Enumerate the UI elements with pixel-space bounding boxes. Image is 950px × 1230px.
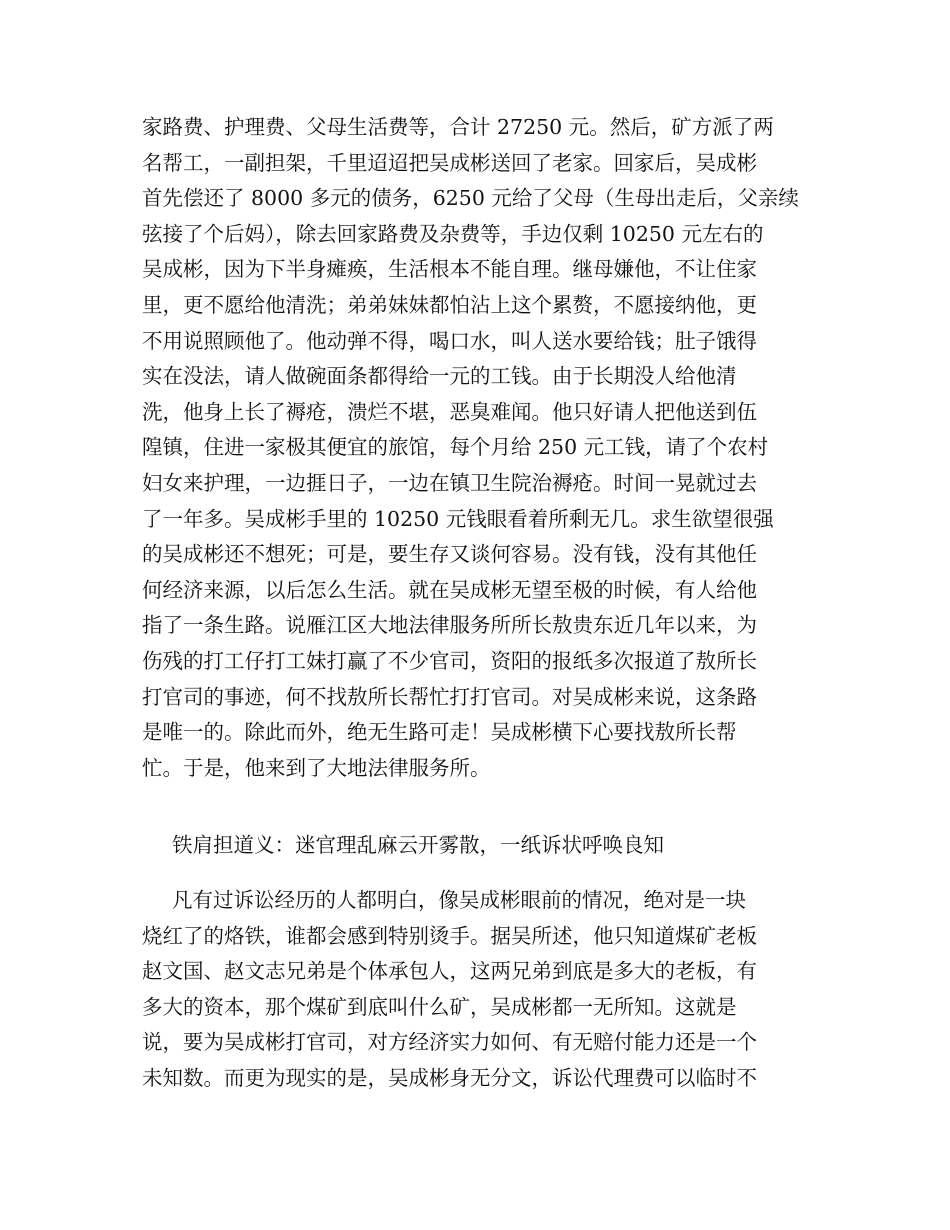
text-line: 凡有过诉讼经历的人都明白，像吴成彬眼前的情况，绝对是一块	[172, 888, 746, 912]
text-line: 家路费、护理费、父母生活费等，合计 27250 元。然后，矿方派了两	[142, 115, 774, 139]
text-line: 是唯一的。除此而外，绝无生路可走！吴成彬横下心要找敖所长帮	[142, 720, 737, 745]
text-line: 指了一条生路。说雁江区大地法律服务所所长敖贵东近几年以来，为	[142, 613, 757, 638]
text-line: 说，要为吴成彬打官司，对方经济实力如何、有无赔付能力还是一个	[142, 1030, 757, 1055]
text-line: 妇女来护理，一边捱日子，一边在镇卫生院治褥疮。时间一晃就过去	[142, 470, 757, 495]
text-line: 不用说照顾他了。他动弹不得，喝口水，叫人送水要给钱；肚子饿得	[142, 328, 757, 353]
body-paragraph	[142, 883, 812, 1097]
text-line: 忙。于是，他来到了大地法律服务所。	[142, 755, 491, 780]
text-line: 名帮工，一副担架，千里迢迢把吴成彬送回了老家。回家后，吴成彬	[142, 150, 757, 175]
text-line: 隍镇，住进一家极其便宜的旅馆，每个月给 250 元工钱，请了个农村	[142, 435, 769, 460]
text-line: 打官司的事迹，何不找敖所长帮忙打打官司。对吴成彬来说，这条路	[142, 684, 757, 709]
text-line: 洗，他身上长了褥疮，溃烂不堪，恶臭难闻。他只好请人把他送到伍	[142, 399, 757, 424]
text-line: 了一年多。吴成彬手里的 10250 元钱眼看着所剩无几。求生欲望很强	[142, 506, 774, 531]
text-line: 里，更不愿给他清洗；弟弟妹妹都怕沾上这个累赘，不愿接纳他，更	[142, 292, 757, 317]
text-line: 实在没法，请人做碗面条都得给一元的工钱。由于长期没人给他清	[142, 364, 737, 389]
text-line: 烧红了的烙铁，谁都会感到特别烫手。据吴所述，他只知道煤矿老板	[142, 923, 757, 948]
text-line: 赵文国、赵文志兄弟是个体承包人，这两兄弟到底是多大的老板，有	[142, 959, 757, 984]
heading-text: 铁肩担道义：迷官理乱麻云开雾散，一纸诉状呼唤良知	[172, 833, 664, 857]
body-paragraph	[142, 110, 812, 786]
text-line: 何经济来源，以后怎么生活。就在吴成彬无望至极的时候，有人给他	[142, 577, 757, 602]
text-line: 未知数。而更为现实的是，吴成彬身无分文，诉讼代理费可以临时不	[142, 1065, 757, 1090]
text-line: 吴成彬，因为下半身瘫痪，生活根本不能自理。继母嫌他，不让住家	[142, 257, 757, 282]
section-heading	[142, 828, 812, 864]
text-line: 伤残的打工仔打工妹打赢了不少官司，资阳的报纸多次报道了敖所长	[142, 648, 757, 673]
text-line: 多大的资本，那个煤矿到底叫什么矿，吴成彬都一无所知。这就是	[142, 994, 737, 1019]
text-line: 弦接了个后妈），除去回家路费及杂费等，手边仅剩 10250 元左右的	[142, 221, 764, 246]
text-line: 的吴成彬还不想死；可是，要生存又谈何容易。没有钱，没有其他任	[142, 542, 757, 567]
text-line: 首先偿还了 8000 多元的债务，6250 元给了父母（生母出走后，父亲续	[142, 186, 799, 211]
